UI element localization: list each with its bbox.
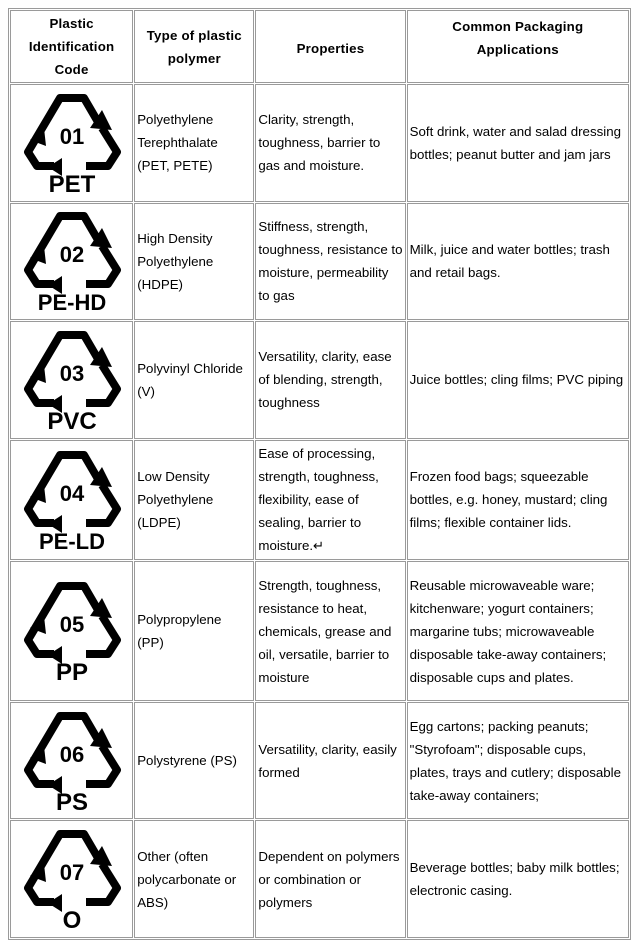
applications-cell: Reusable microwaveable ware; kitchenware; yogurt containers; margarine tubs; microwaveable disposable take-away containers; disposable cups and plates.	[407, 561, 629, 701]
applications-cell: Juice bottles; cling films; PVC piping	[407, 321, 629, 439]
code-abbr: PP	[55, 659, 88, 687]
code-cell	[10, 820, 133, 938]
code-number: 03	[59, 360, 84, 386]
code-number: 06	[59, 741, 84, 767]
recycling-triangle-icon	[20, 206, 124, 316]
recycling-triangle-icon	[20, 576, 124, 686]
properties-cell: Strength, toughness, resistance to heat, chemicals, grease and oil, versatile, barrier to moisture	[255, 561, 405, 701]
code-abbr: PE-HD	[37, 290, 106, 316]
table-row	[10, 561, 629, 701]
properties-cell: Ease of processing, strength, toughness, flexibility, ease of sealing, barrier to moisture.↵	[255, 440, 405, 561]
table-row	[10, 702, 629, 820]
code-number: 05	[59, 612, 84, 638]
type-cell: Low Density Polyethylene (LDPE)	[134, 440, 254, 561]
code-cell	[10, 440, 133, 561]
code-cell	[10, 321, 133, 439]
type-cell: Polyvinyl Chloride (V)	[134, 321, 254, 439]
properties-cell: Versatility, clarity, ease of blending, strength, toughness	[255, 321, 405, 439]
applications-cell: Milk, juice and water bottles; trash and retail bags.	[407, 203, 629, 321]
code-number: 04	[59, 480, 84, 506]
code-cell	[10, 702, 133, 820]
recycling-triangle-icon	[20, 88, 124, 198]
plastic-codes-table	[8, 8, 631, 940]
code-cell	[10, 84, 133, 202]
table-row	[10, 440, 629, 561]
type-cell: High Density Polyethylene (HDPE)	[134, 203, 254, 321]
table-row	[10, 321, 629, 439]
code-abbr: PE-LD	[38, 528, 105, 554]
recycling-triangle-icon	[20, 824, 124, 934]
table-row	[10, 820, 629, 938]
code-cell	[10, 561, 133, 701]
code-number: 02	[59, 242, 84, 268]
properties-cell: Stiffness, strength, toughness, resistance to moisture, permeability to gas	[255, 203, 405, 321]
type-cell: Other (often polycarbonate or ABS)	[134, 820, 254, 938]
type-cell: Polyethylene Terephthalate (PET, PETE)	[134, 84, 254, 202]
header-properties: Properties	[255, 10, 405, 83]
code-abbr: PET	[48, 170, 95, 198]
header-row	[10, 10, 629, 83]
applications-cell: Soft drink, water and salad dressing bottles; peanut butter and jam jars	[407, 84, 629, 202]
properties-cell: Dependent on polymers or combination or polymers	[255, 820, 405, 938]
applications-cell: Frozen food bags; squeezable bottles, e.g. honey, mustard; cling films; flexible container lids.	[407, 440, 629, 561]
header-type: Type of plastic polymer	[134, 10, 254, 83]
table-row	[10, 203, 629, 321]
code-abbr: PS	[55, 788, 88, 816]
recycling-triangle-icon	[20, 706, 124, 816]
code-cell	[10, 203, 133, 321]
code-abbr: O	[62, 907, 81, 935]
applications-cell: Beverage bottles; baby milk bottles; electronic casing.	[407, 820, 629, 938]
applications-cell: Egg cartons; packing peanuts; "Styrofoam"; disposable cups, plates, trays and cutlery; disposable take-away containers;	[407, 702, 629, 820]
type-cell: Polypropylene (PP)	[134, 561, 254, 701]
header-applications: Common Packaging Applications	[407, 10, 629, 83]
recycling-triangle-icon	[20, 445, 124, 555]
code-number: 07	[59, 860, 84, 886]
recycling-triangle-icon	[20, 325, 124, 435]
code-number: 01	[59, 123, 84, 149]
header-code: Plastic Identification Code	[10, 10, 133, 83]
properties-cell: Versatility, clarity, easily formed	[255, 702, 405, 820]
table-row	[10, 84, 629, 202]
properties-cell: Clarity, strength, toughness, barrier to gas and moisture.	[255, 84, 405, 202]
code-abbr: PVC	[46, 407, 97, 435]
type-cell: Polystyrene (PS)	[134, 702, 254, 820]
